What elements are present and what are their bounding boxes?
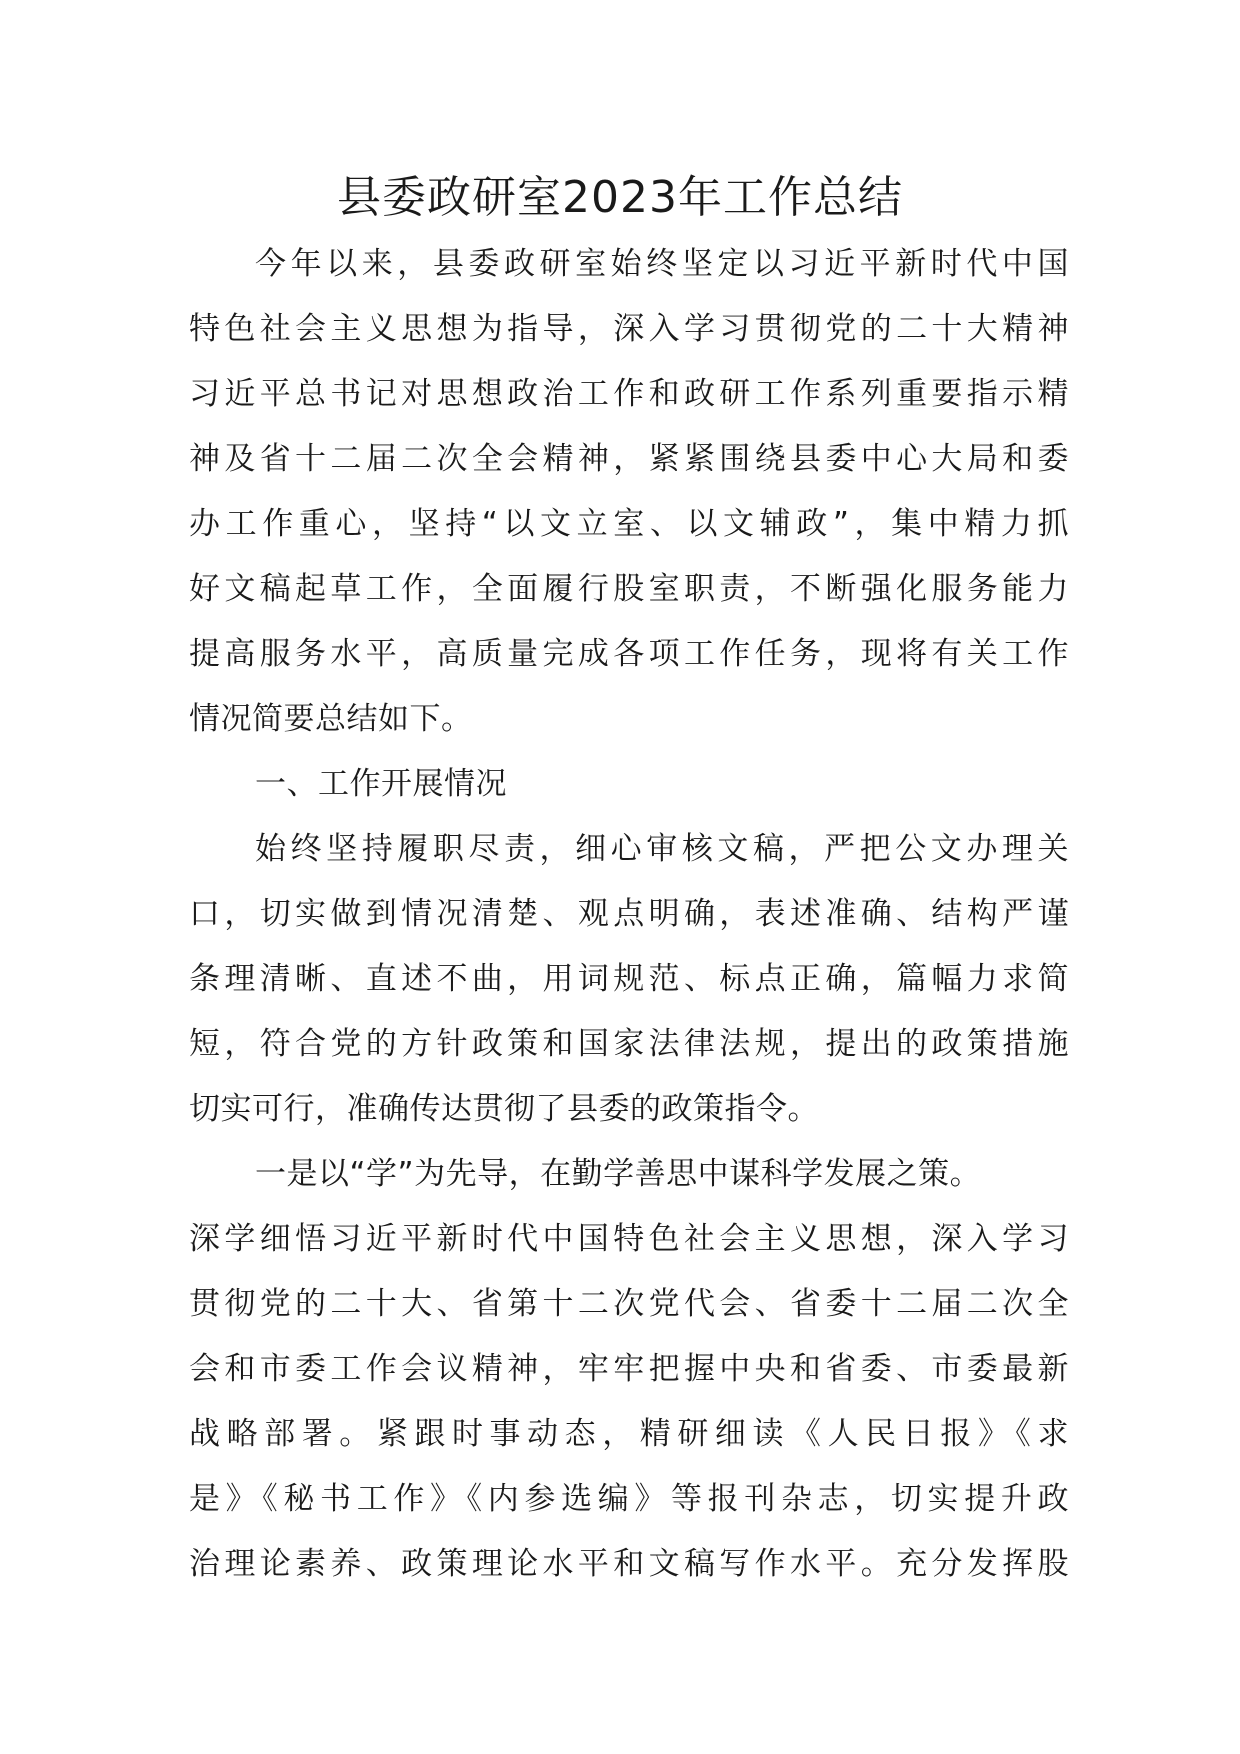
paragraph-line: 情况简要总结如下。	[189, 701, 473, 737]
paragraph-line: 口，切实做到情况清楚、观点明确，表述准确、结构严谨	[189, 896, 1069, 932]
paragraph-line: 是》《秘书工作》《内参选编》等报刊杂志，切实提升政	[189, 1481, 1069, 1517]
paragraph-line: 治理论素养、政策理论水平和文稿写作水平。充分发挥股	[189, 1546, 1069, 1582]
paragraph-line: 战略部署。紧跟时事动态，精研细读《人民日报》《求	[189, 1416, 1069, 1452]
document-body	[189, 232, 1069, 1597]
paragraph-line: 习近平总书记对思想政治工作和政研工作系列重要指示精	[189, 376, 1069, 412]
paragraph-line: 好文稿起草工作，全面履行股室职责，不断强化服务能力	[189, 571, 1069, 607]
paragraph-line: 办工作重心，坚持“以文立室、以文辅政”，集中精力抓	[189, 506, 1069, 542]
paragraph-line: 始终坚持履职尽责，细心审核文稿，严把公文办理关	[255, 831, 1069, 867]
paragraph-line: 一是以“学”为先导，在勤学善思中谋科学发展之策。	[255, 1156, 982, 1192]
paragraph-line: 会和市委工作会议精神，牢牢把握中央和省委、市委最新	[189, 1351, 1069, 1387]
paragraph-line: 今年以来，县委政研室始终坚定以习近平新时代中国	[255, 246, 1069, 282]
section-heading: 一、工作开展情况	[255, 766, 507, 802]
paragraph-line: 深学细悟习近平新时代中国特色社会主义思想，深入学习	[189, 1221, 1069, 1257]
paragraph-line: 神及省十二届二次全会精神，紧紧围绕县委中心大局和委	[189, 441, 1069, 477]
paragraph-line: 贯彻党的二十大、省第十二次党代会、省委十二届二次全	[189, 1286, 1069, 1322]
paragraph-line: 提高服务水平，高质量完成各项工作任务，现将有关工作	[189, 636, 1069, 672]
paragraph-line: 特色社会主义思想为指导，深入学习贯彻党的二十大精神	[189, 311, 1069, 347]
paragraph-line: 条理清晰、直述不曲，用词规范、标点正确，篇幅力求简	[189, 961, 1069, 997]
paragraph-line: 切实可行，准确传达贯彻了县委的政策指令。	[189, 1091, 819, 1127]
paragraph-line: 短，符合党的方针政策和国家法律法规，提出的政策措施	[189, 1026, 1069, 1062]
document-title: 县委政研室2023年工作总结	[337, 172, 903, 223]
